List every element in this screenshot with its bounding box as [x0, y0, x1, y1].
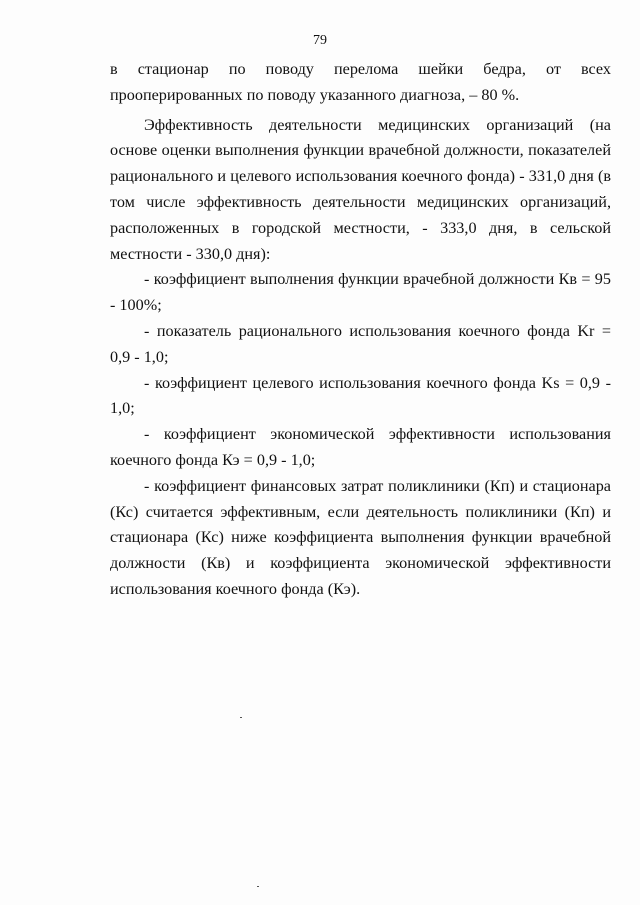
scan-speck: [257, 886, 259, 887]
body-text: [110, 57, 611, 603]
list-item-ke: - коэффициент экономической эффективности использования коечного фонда Кэ = 0,9 - 1,0;: [110, 425, 611, 469]
scan-speck: [240, 717, 242, 718]
paragraph-continuation: в стационар по поводу перелома шейки бедра, от всех прооперированных по поводу указанного диагноза, – 80 %.: [110, 60, 611, 104]
list-item-ks: - коэффициент целевого использования коечного фонда Ks = 0,9 - 1,0;: [110, 373, 611, 418]
page-number: 79: [313, 33, 327, 48]
list-item-kp-kc: - коэффициент финансовых затрат поликлиники (Кп) и стационара (Кс) считается эффективным, если деятельность поликлиники (Кп) и стационара (Кс) ниже коэффициента выполнения функции врачебной должности (Кв) и коэффициента экономической эффективности использования коечного фонда (Кэ).: [110, 476, 611, 598]
paragraph-efficiency: Эффективность деятельности медицинских организаций (на основе оценки выполнения функции врачебной должности, показателей рационального и целевого использования коечного фонда) - 331,0 дня (в том числе эффективность деятельности медицинских организаций, расположенных в городской местности, - 333,0 дня, в сельской местности - 330,0 дня):: [110, 115, 611, 263]
list-item-kr: - показатель рационального использования коечного фонда Kr = 0,9 - 1,0;: [110, 321, 611, 366]
list-item-kv: - коэффициент выполнения функции врачебной должности Кв = 95 - 100%;: [110, 270, 611, 315]
